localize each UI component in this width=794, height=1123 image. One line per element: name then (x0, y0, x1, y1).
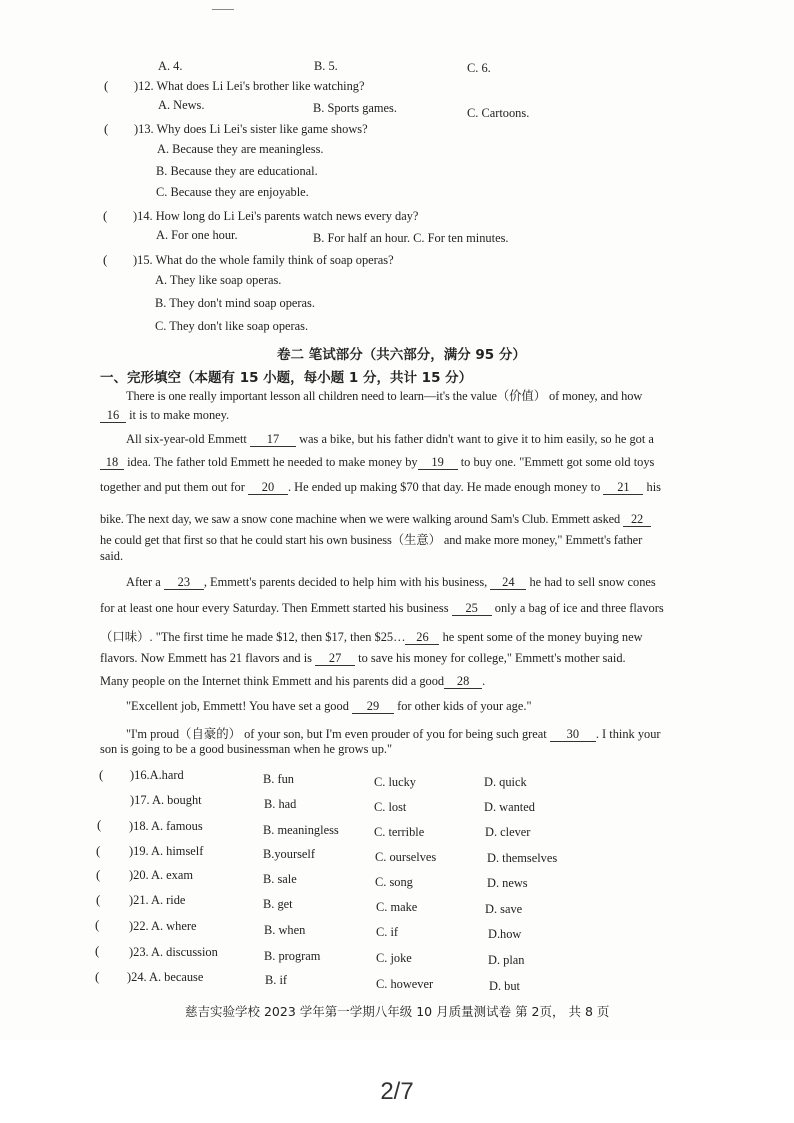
passage-line (100, 674, 485, 689)
answer-paren: ( (95, 969, 100, 984)
passage-text: , Emmett's parents decided to help him with his business, (203, 575, 491, 589)
q11-option-a: A. 4. (158, 59, 183, 73)
passage-line (100, 408, 229, 423)
answer-paren: ( (104, 78, 109, 93)
option-a: )20. A. exam (129, 868, 194, 882)
answer-paren: ( (103, 208, 108, 223)
blank-21: 21 (603, 480, 643, 495)
answer-paren: ( (104, 121, 109, 136)
passage-line (100, 480, 661, 495)
q15-option-a: A. They like soap operas. (155, 273, 282, 287)
q13-option-a: A. Because they are meaningless. (157, 142, 324, 156)
blank-29: 29 (352, 699, 394, 714)
passage-text: "I'm proud（自豪的） of your son, but I'm even prouder of you for being such great (126, 727, 550, 741)
q12-option-a: A. News. (158, 98, 205, 112)
q13-option-b: B. Because they are educational. (156, 164, 318, 178)
passage-text: together and put them out for (100, 480, 248, 494)
passage-text: he had to sell snow cones (526, 575, 656, 589)
passage-text: "Excellent job, Emmett! You have set a good (126, 699, 352, 713)
option-d: D. wanted (484, 800, 535, 814)
blank-16: 16 (100, 408, 126, 423)
answer-paren: ( (95, 917, 100, 932)
blank-27: 27 (315, 651, 355, 666)
q14-option-bc: B. For half an hour. C. For ten minutes. (313, 231, 509, 245)
option-b: B.yourself (263, 847, 315, 861)
passage-text: （口味）. "The first time he made $12, then $17, then $25… (100, 630, 406, 644)
blank-18: 18 (100, 455, 124, 470)
q11-option-c: C. 6. (467, 61, 491, 75)
passage-text: After a (126, 575, 164, 589)
option-d: D. save (485, 902, 523, 916)
option-a: )22. A. where (129, 919, 197, 933)
option-a: )24. A. because (127, 970, 204, 984)
answer-paren: ( (103, 252, 108, 267)
passage-line (126, 699, 532, 714)
option-a: )19. A. himself (129, 844, 204, 858)
q13-stem: )13. Why does Li Lei's sister like game shows? (134, 122, 368, 136)
blank-24: 24 (490, 575, 526, 590)
answer-paren: ( (96, 892, 101, 907)
q12-stem: )12. What does Li Lei's brother like watching? (134, 79, 365, 93)
q14-stem: )14. How long do Li Lei's parents watch news every day? (133, 209, 419, 223)
option-d: D.how (488, 927, 522, 941)
answer-paren: ( (96, 843, 101, 858)
page-footer: 慈吉实验学校 2023 学年第一学期八年级 10 月质量测试卷 第 2页， 共 8 页 (185, 1004, 610, 1019)
passage-line (100, 601, 664, 616)
passage-text: for other kids of your age." (393, 699, 532, 713)
option-a: )18. A. famous (129, 819, 203, 833)
blank-30: 30 (550, 727, 596, 742)
passage-line (100, 455, 654, 470)
option-c: C. terrible (374, 825, 425, 839)
q15-option-c: C. They don't like soap operas. (155, 319, 309, 333)
passage-text: flavors. Now Emmett has 21 flavors and is (100, 651, 316, 665)
option-b: B. meaningless (263, 823, 339, 837)
passage-text: his (643, 480, 661, 494)
q13-option-c: C. Because they are enjoyable. (156, 185, 309, 199)
answer-paren: ( (96, 867, 101, 882)
q11-option-b: B. 5. (314, 59, 338, 73)
passage-line (100, 512, 651, 527)
passage-line: son is going to be a good businessman when he grows up." (100, 742, 393, 756)
passage-text: Many people on the Internet think Emmett and his parents did a good (100, 674, 445, 688)
q14-option-a: A. For one hour. (156, 228, 238, 242)
passage-line: There is one really important lesson all children need to learn—it's the value（价值） of money, and how (126, 389, 643, 403)
option-c: C. lucky (374, 775, 416, 789)
passage-line (100, 651, 626, 666)
passage-text: All six-year-old Emmett (126, 432, 250, 446)
blank-19: 19 (418, 455, 458, 470)
option-c: C. lost (374, 800, 407, 814)
option-d: D. themselves (487, 851, 558, 865)
q15-stem: )15. What do the whole family think of soap operas? (133, 253, 394, 267)
option-d: D. plan (488, 953, 525, 967)
part2-title: 卷二 笔试部分（共六部分，满分 95 分） (277, 347, 526, 363)
option-a: )17. A. bought (130, 793, 202, 807)
passage-text: . I think your (595, 727, 661, 741)
passage-text: . He ended up making $70 that day. He made enough money to (287, 480, 604, 494)
passage-text: to buy one. "Emmett got some old toys (457, 455, 655, 469)
option-b: B. when (264, 923, 306, 937)
blank-23: 23 (164, 575, 204, 590)
option-c: C. however (376, 977, 434, 991)
passage-text: to save his money for college," Emmett's mother said. (355, 651, 626, 665)
passage-line: said. (100, 549, 124, 563)
blank-25: 25 (452, 601, 492, 616)
option-b: B. had (264, 797, 297, 811)
q15-option-b: B. They don't mind soap operas. (155, 296, 315, 310)
option-c: C. if (376, 925, 399, 939)
answer-paren: ( (97, 817, 102, 832)
option-b: B. fun (263, 772, 294, 786)
option-b: B. get (263, 897, 293, 911)
q12-option-c: C. Cartoons. (467, 106, 530, 120)
passage-text: only a bag of ice and three flavors (491, 601, 664, 615)
passage-text: bike. The next day, we saw a snow cone machine when we were walking around Sam's Club. Emmett asked (100, 512, 623, 526)
q12-option-b: B. Sports games. (313, 101, 397, 115)
option-a: )16.A.hard (130, 768, 184, 782)
passage-line (100, 627, 643, 645)
passage-line (126, 575, 656, 590)
passage-text: it is to make money. (126, 408, 230, 422)
passage-text: was a bike, but his father didn't want to give it to him easily, so he got a (295, 432, 654, 446)
passage-text: he spent some of the money buying new (439, 630, 643, 644)
option-c: C. make (376, 900, 418, 914)
blank-20: 20 (248, 480, 288, 495)
page-indicator: 2/7 (380, 1078, 414, 1105)
option-b: B. program (264, 949, 321, 963)
option-b: B. if (265, 973, 288, 987)
blank-28: 28 (444, 674, 482, 689)
passage-text: idea. The father told Emmett he needed to make money by (124, 455, 418, 469)
option-c: C. ourselves (375, 850, 437, 864)
option-c: C. song (375, 875, 413, 889)
option-d: D. quick (484, 775, 527, 789)
section1-title: 一、完形填空（本题有 15 小题，每小题 1 分，共计 15 分） (100, 370, 473, 386)
option-d: D. clever (485, 825, 531, 839)
scan-mark (212, 9, 234, 10)
blank-26: 26 (405, 630, 439, 645)
blank-17: 17 (250, 432, 296, 447)
passage-line: he could get that first so that he could start his own business（生意） and make more money," Emmett's father (100, 533, 643, 547)
option-c: C. joke (376, 951, 412, 965)
option-a: )21. A. ride (129, 893, 186, 907)
passage-text: . (482, 674, 486, 688)
option-d: D. news (487, 876, 528, 890)
option-a: )23. A. discussion (129, 945, 218, 959)
answer-paren: ( (95, 943, 100, 958)
answer-paren: ( (99, 767, 104, 782)
option-b: B. sale (263, 872, 297, 886)
blank-22: 22 (623, 512, 651, 527)
passage-text: for at least one hour every Saturday. Then Emmett started his business (100, 601, 452, 615)
passage-line (126, 724, 661, 742)
option-d: D. but (489, 979, 520, 993)
passage-line (126, 432, 654, 447)
